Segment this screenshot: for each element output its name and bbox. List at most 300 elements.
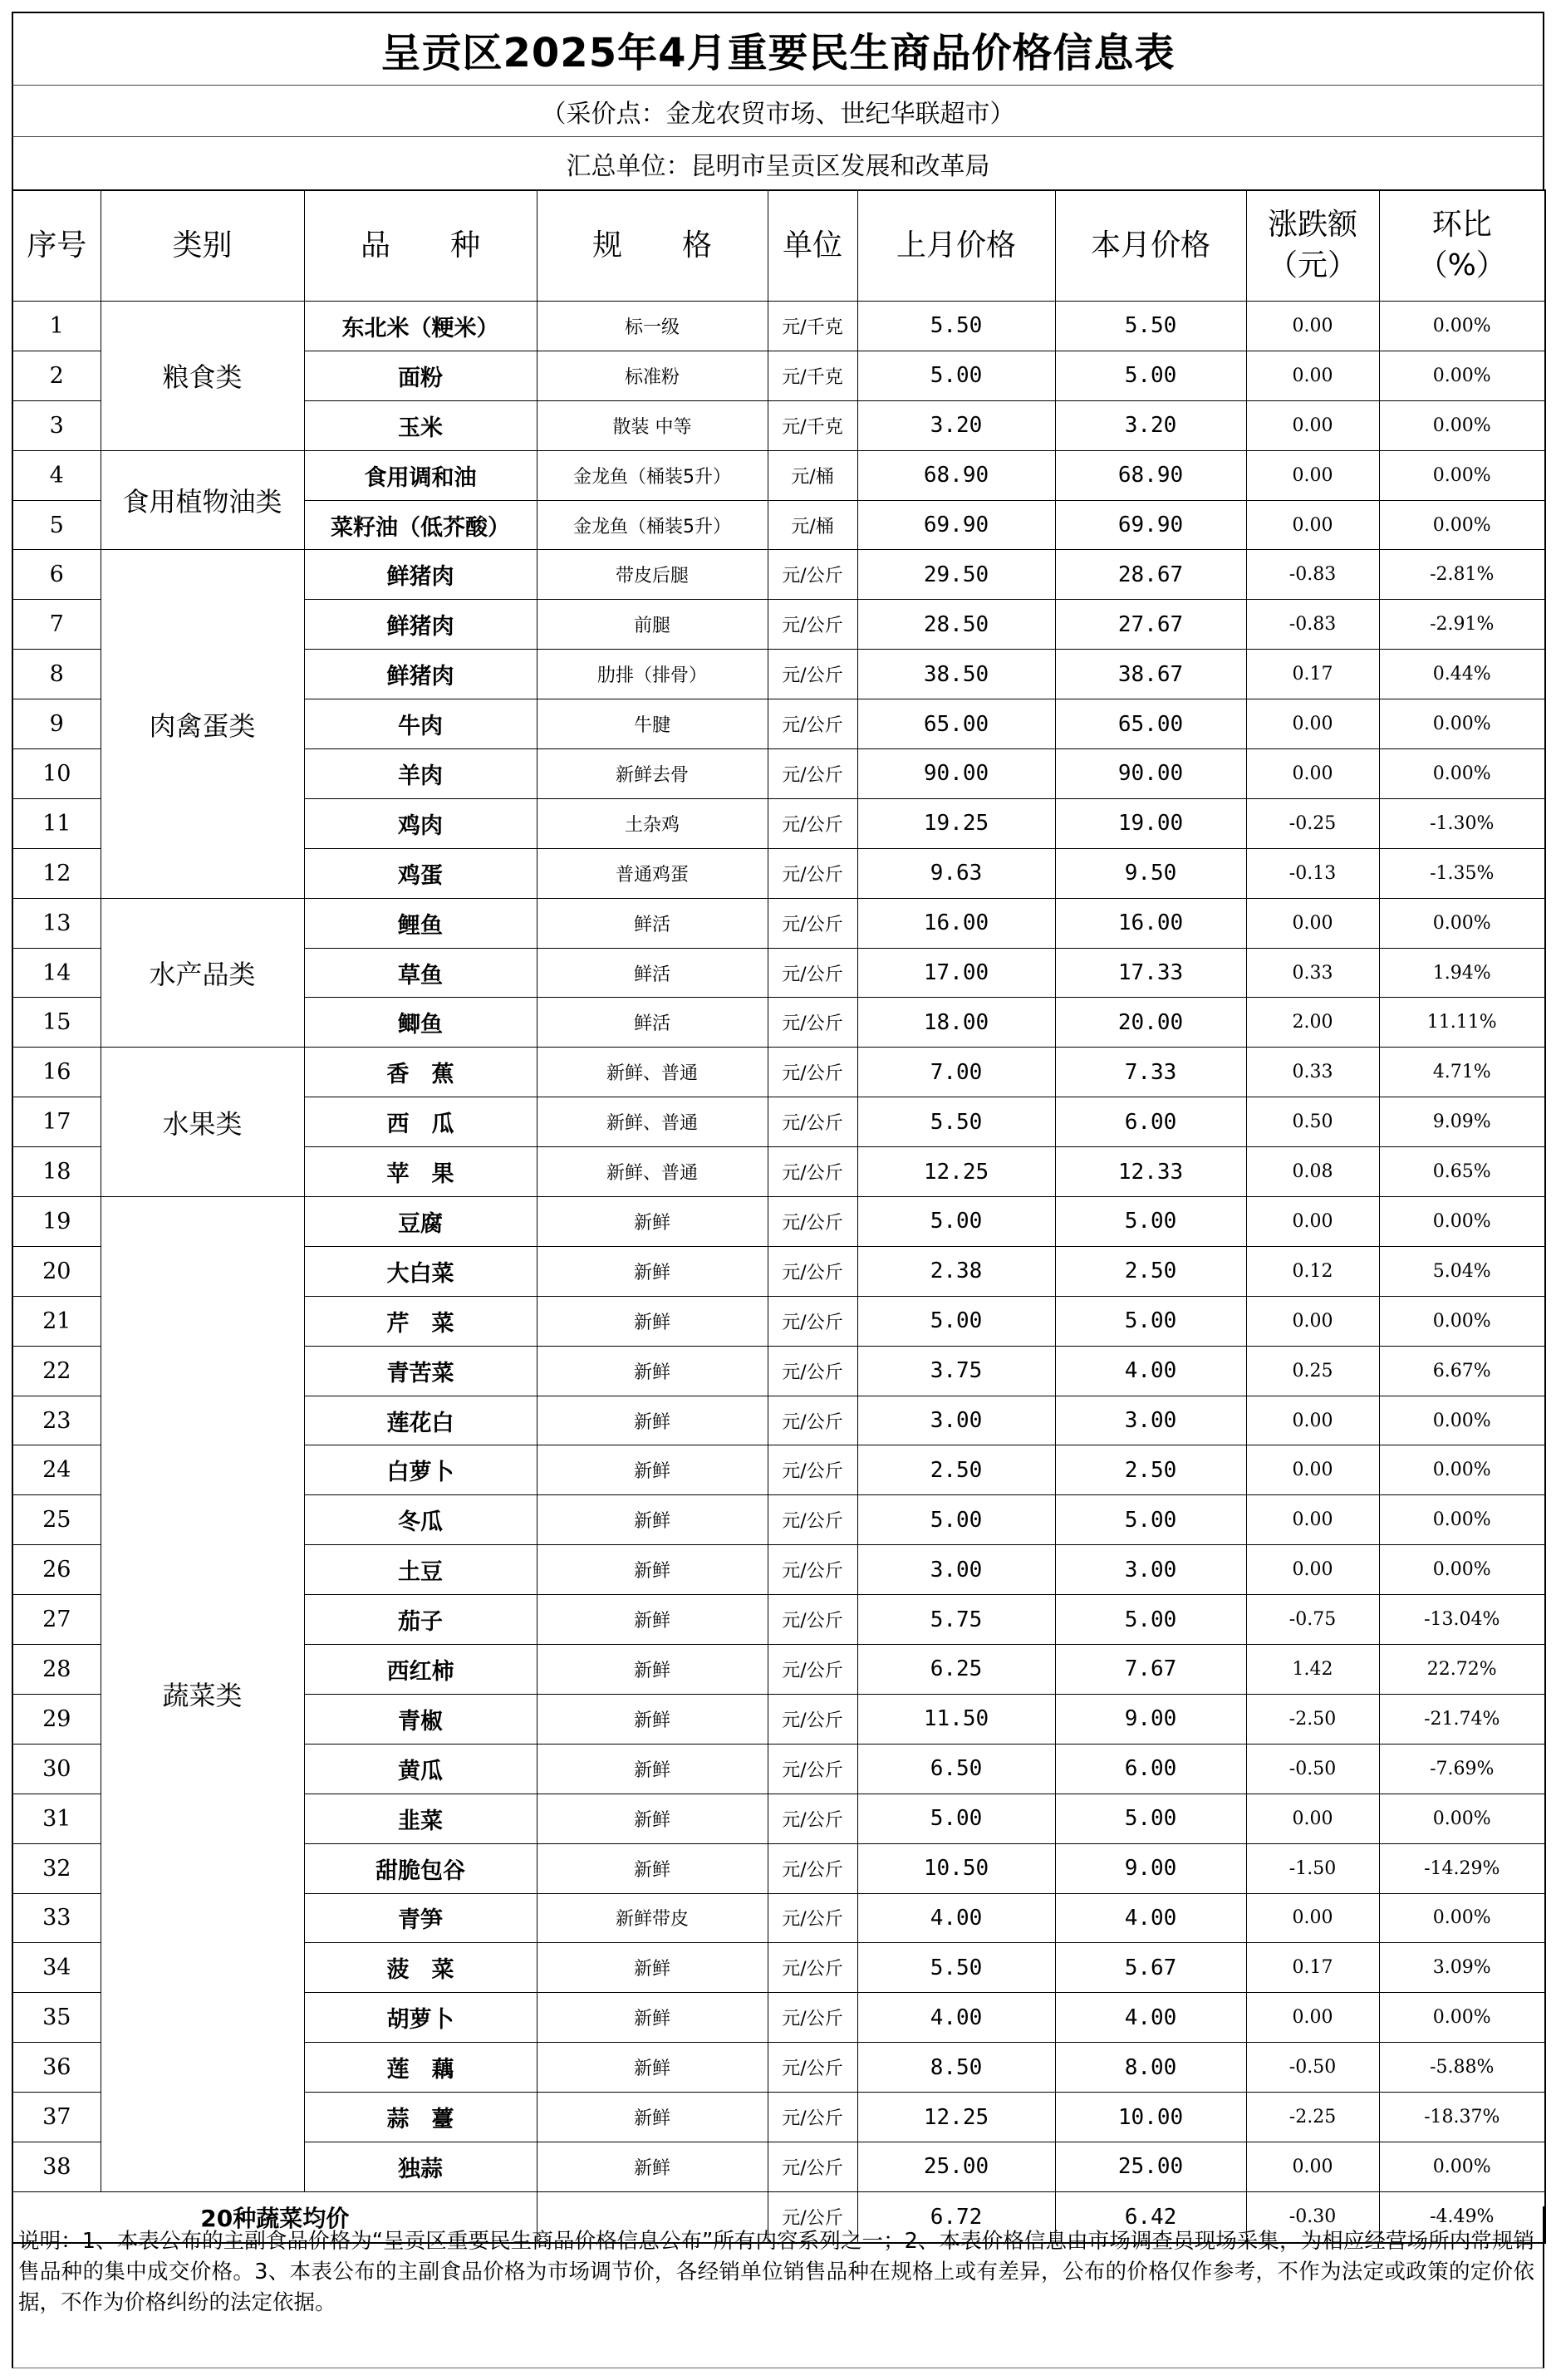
unit: 元/公斤 xyxy=(768,1048,857,1097)
last-month-price: 10.50 xyxy=(857,1843,1055,1893)
variety-name: 莲 藕 xyxy=(304,2043,537,2093)
unit: 元/公斤 xyxy=(768,550,857,600)
variety-name: 青椒 xyxy=(304,1694,537,1744)
mom-percent: -2.81% xyxy=(1379,550,1545,600)
spec: 鲜活 xyxy=(537,898,768,948)
mom-percent: 0.00% xyxy=(1379,302,1545,351)
table-row xyxy=(12,450,1545,500)
row-seq: 19 xyxy=(12,1197,101,1247)
row-seq: 10 xyxy=(12,749,101,799)
variety-name: 羊肉 xyxy=(304,749,537,799)
last-month-price: 5.00 xyxy=(857,351,1055,400)
table-row xyxy=(12,1048,1545,1097)
variety-name: 韭菜 xyxy=(304,1794,537,1843)
last-month-price: 38.50 xyxy=(857,650,1055,699)
spec: 标准粉 xyxy=(537,351,768,400)
spec: 新鲜 xyxy=(537,2043,768,2093)
variety-name: 鲫鱼 xyxy=(304,998,537,1048)
unit: 元/公斤 xyxy=(768,650,857,699)
page-title: 呈贡区2025年4月重要民生商品价格信息表 xyxy=(380,29,1176,76)
category-cell: 水产品类 xyxy=(101,898,304,1048)
mom-percent: 4.71% xyxy=(1379,1048,1545,1097)
variety-name: 甜脆包谷 xyxy=(304,1843,537,1893)
row-seq: 14 xyxy=(12,948,101,998)
price-change: 0.00 xyxy=(1246,1545,1379,1595)
spec: 新鲜 xyxy=(537,1246,768,1296)
price-change: -0.83 xyxy=(1246,550,1379,600)
unit: 元/公斤 xyxy=(768,848,857,898)
unit: 元/公斤 xyxy=(768,1545,857,1595)
last-month-price: 19.25 xyxy=(857,798,1055,848)
unit: 元/公斤 xyxy=(768,1147,857,1197)
row-seq: 18 xyxy=(12,1147,101,1197)
variety-name: 西红柿 xyxy=(304,1645,537,1695)
mom-percent: 0.00% xyxy=(1379,1993,1545,2043)
mom-percent: -7.69% xyxy=(1379,1744,1545,1794)
unit: 元/公斤 xyxy=(768,898,857,948)
spec: 新鲜 xyxy=(537,1545,768,1595)
mom-percent: -1.30% xyxy=(1379,798,1545,848)
variety-name: 鲜猪肉 xyxy=(304,600,537,650)
spec: 新鲜 xyxy=(537,1993,768,2043)
unit: 元/公斤 xyxy=(768,1495,857,1545)
last-month-price: 6.25 xyxy=(857,1645,1055,1695)
last-month-price: 6.50 xyxy=(857,1744,1055,1794)
mom-percent: 0.00% xyxy=(1379,699,1545,749)
this-month-price: 90.00 xyxy=(1055,749,1246,799)
price-change: 0.50 xyxy=(1246,1097,1379,1147)
unit: 元/公斤 xyxy=(768,1694,857,1744)
unit: 元/千克 xyxy=(768,351,857,400)
price-change: 0.00 xyxy=(1246,351,1379,400)
average-this-price: 6.42 xyxy=(1055,2191,1246,2243)
note-box xyxy=(12,2206,1544,2368)
unit: 元/公斤 xyxy=(768,1993,857,2043)
row-seq: 9 xyxy=(12,699,101,749)
header-this-month: 本月价格 xyxy=(1055,190,1246,302)
price-change: 0.00 xyxy=(1246,400,1379,450)
header-change xyxy=(1246,190,1379,302)
row-seq: 25 xyxy=(12,1495,101,1545)
price-change: 0.25 xyxy=(1246,1346,1379,1396)
price-change: -0.50 xyxy=(1246,1744,1379,1794)
unit: 元/公斤 xyxy=(768,1843,857,1893)
last-month-price: 2.38 xyxy=(857,1246,1055,1296)
last-month-price: 9.63 xyxy=(857,848,1055,898)
spec: 标一级 xyxy=(537,302,768,351)
last-month-price: 4.00 xyxy=(857,1893,1055,1943)
variety-name: 鲜猪肉 xyxy=(304,550,537,600)
last-month-price: 5.00 xyxy=(857,1296,1055,1346)
row-seq: 7 xyxy=(12,600,101,650)
last-month-price: 5.50 xyxy=(857,1943,1055,1993)
last-month-price: 69.90 xyxy=(857,500,1055,550)
last-month-price: 4.00 xyxy=(857,1993,1055,2043)
row-seq: 32 xyxy=(12,1843,101,1893)
spec: 带皮后腿 xyxy=(537,550,768,600)
unit: 元/公斤 xyxy=(768,1943,857,1993)
header-row xyxy=(12,190,1545,302)
price-change: 0.00 xyxy=(1246,1794,1379,1843)
variety-name: 大白菜 xyxy=(304,1246,537,1296)
spec: 新鲜 xyxy=(537,1495,768,1545)
header-change-line2: （元） xyxy=(1267,248,1357,282)
row-seq: 2 xyxy=(12,351,101,400)
unit: 元/公斤 xyxy=(768,1893,857,1943)
row-seq: 11 xyxy=(12,798,101,848)
row-seq: 30 xyxy=(12,1744,101,1794)
variety-name: 冬瓜 xyxy=(304,1495,537,1545)
variety-name: 香 蕉 xyxy=(304,1048,537,1097)
row-seq: 1 xyxy=(12,302,101,351)
unit: 元/公斤 xyxy=(768,1296,857,1346)
last-month-price: 3.75 xyxy=(857,1346,1055,1396)
variety-name: 菠 菜 xyxy=(304,1943,537,1993)
spec: 肋排（排骨） xyxy=(537,650,768,699)
row-seq: 15 xyxy=(12,998,101,1048)
last-month-price: 90.00 xyxy=(857,749,1055,799)
mom-percent: -14.29% xyxy=(1379,1843,1545,1893)
mom-percent: 9.09% xyxy=(1379,1097,1545,1147)
unit: 元/桶 xyxy=(768,500,857,550)
average-unit: 元/公斤 xyxy=(768,2191,857,2243)
spec: 新鲜去骨 xyxy=(537,749,768,799)
summary-unit-row xyxy=(12,136,1544,189)
note-text: 说明：1、本表公布的主副食品价格为“呈贡区重要民生商品价格信息公布”所有内容系列之一；2、本表价格信息由市场调查员现场采集，为相应经营场所内常规销售品种的集中成交价格。3、本表公布的主副食品价格为市场调节价，各经销单位销售品种在规格上或有差异，公布的价格仅作参考，不作为法定或政策的定价依据，不作为价格纠纷的法定依据。 xyxy=(18,2229,1534,2315)
last-month-price: 3.00 xyxy=(857,1545,1055,1595)
variety-name: 莲花白 xyxy=(304,1396,537,1445)
last-month-price: 5.00 xyxy=(857,1794,1055,1843)
category-cell: 蔬菜类 xyxy=(101,1197,304,2192)
this-month-price: 7.67 xyxy=(1055,1645,1246,1695)
price-change: 0.00 xyxy=(1246,1445,1379,1495)
mom-percent: 0.65% xyxy=(1379,1147,1545,1197)
mom-percent: 22.72% xyxy=(1379,1645,1545,1695)
subtitle-row xyxy=(12,85,1544,136)
row-seq: 20 xyxy=(12,1246,101,1296)
row-seq: 12 xyxy=(12,848,101,898)
this-month-price: 5.00 xyxy=(1055,351,1246,400)
last-month-price: 29.50 xyxy=(857,550,1055,600)
header-mom xyxy=(1379,190,1545,302)
price-change: 0.17 xyxy=(1246,650,1379,699)
spec: 新鲜 xyxy=(537,1396,768,1445)
mom-percent: 0.00% xyxy=(1379,500,1545,550)
unit: 元/公斤 xyxy=(768,1396,857,1445)
last-month-price: 28.50 xyxy=(857,600,1055,650)
spec: 新鲜 xyxy=(537,1794,768,1843)
this-month-price: 5.00 xyxy=(1055,1595,1246,1645)
variety-name: 鲜猪肉 xyxy=(304,650,537,699)
spec: 牛腱 xyxy=(537,699,768,749)
last-month-price: 8.50 xyxy=(857,2043,1055,2093)
average-label: 20种蔬菜均价 xyxy=(12,2191,537,2243)
row-seq: 29 xyxy=(12,1694,101,1744)
price-change: 1.42 xyxy=(1246,1645,1379,1695)
this-month-price: 38.67 xyxy=(1055,650,1246,699)
price-change: 0.33 xyxy=(1246,948,1379,998)
this-month-price: 7.33 xyxy=(1055,1048,1246,1097)
this-month-price: 2.50 xyxy=(1055,1246,1246,1296)
spec: 鲜活 xyxy=(537,948,768,998)
variety-name: 鸡肉 xyxy=(304,798,537,848)
spec: 新鲜 xyxy=(537,1595,768,1645)
mom-percent: -13.04% xyxy=(1379,1595,1545,1645)
last-month-price: 5.00 xyxy=(857,1197,1055,1247)
header-mom-line1: 环比 xyxy=(1431,208,1492,243)
spec: 新鲜 xyxy=(537,1843,768,1893)
price-change: 0.00 xyxy=(1246,1396,1379,1445)
average-last-price: 6.72 xyxy=(857,2191,1055,2243)
last-month-price: 5.50 xyxy=(857,1097,1055,1147)
last-month-price: 16.00 xyxy=(857,898,1055,948)
unit: 元/公斤 xyxy=(768,1346,857,1396)
unit: 元/公斤 xyxy=(768,2142,857,2191)
variety-name: 独蒜 xyxy=(304,2142,537,2191)
table-row xyxy=(12,302,1545,351)
header-last-month: 上月价格 xyxy=(857,190,1055,302)
unit: 元/公斤 xyxy=(768,600,857,650)
header-spec: 规 格 xyxy=(537,190,768,302)
this-month-price: 3.20 xyxy=(1055,400,1246,450)
unit: 元/公斤 xyxy=(768,1645,857,1695)
price-change: 0.00 xyxy=(1246,450,1379,500)
row-seq: 36 xyxy=(12,2043,101,2093)
table-row xyxy=(12,550,1545,600)
row-seq: 26 xyxy=(12,1545,101,1595)
price-change: 0.00 xyxy=(1246,1893,1379,1943)
spec: 新鲜 xyxy=(537,1296,768,1346)
header-unit: 单位 xyxy=(768,190,857,302)
variety-name: 鲤鱼 xyxy=(304,898,537,948)
unit: 元/公斤 xyxy=(768,1445,857,1495)
row-seq: 38 xyxy=(12,2142,101,2191)
spec: 新鲜 xyxy=(537,1744,768,1794)
row-seq: 35 xyxy=(12,1993,101,2043)
spec: 金龙鱼（桶装5升） xyxy=(537,450,768,500)
row-seq: 31 xyxy=(12,1794,101,1843)
variety-name: 菜籽油（低芥酸） xyxy=(304,500,537,550)
price-change: -2.25 xyxy=(1246,2093,1379,2142)
spec: 新鲜、普通 xyxy=(537,1097,768,1147)
price-table xyxy=(12,189,1546,2244)
this-month-price: 4.00 xyxy=(1055,1346,1246,1396)
variety-name: 面粉 xyxy=(304,351,537,400)
category-cell: 水果类 xyxy=(101,1048,304,1197)
price-change: 0.00 xyxy=(1246,898,1379,948)
variety-name: 芹 菜 xyxy=(304,1296,537,1346)
this-month-price: 4.00 xyxy=(1055,1993,1246,2043)
this-month-price: 10.00 xyxy=(1055,2093,1246,2142)
unit: 元/公斤 xyxy=(768,1197,857,1247)
mom-percent: -5.88% xyxy=(1379,2043,1545,2093)
this-month-price: 5.00 xyxy=(1055,1296,1246,1346)
table-row xyxy=(12,898,1545,948)
price-change: -2.50 xyxy=(1246,1694,1379,1744)
row-seq: 22 xyxy=(12,1346,101,1396)
spec: 普通鸡蛋 xyxy=(537,848,768,898)
price-change: 0.08 xyxy=(1246,1147,1379,1197)
price-change: 0.33 xyxy=(1246,1048,1379,1097)
variety-name: 草鱼 xyxy=(304,948,537,998)
row-seq: 24 xyxy=(12,1445,101,1495)
mom-percent: -2.91% xyxy=(1379,600,1545,650)
header-seq: 序号 xyxy=(12,190,101,302)
unit: 元/公斤 xyxy=(768,998,857,1048)
row-seq: 33 xyxy=(12,1893,101,1943)
unit: 元/公斤 xyxy=(768,948,857,998)
mom-percent: 0.00% xyxy=(1379,351,1545,400)
unit: 元/公斤 xyxy=(768,1744,857,1794)
last-month-price: 2.50 xyxy=(857,1445,1055,1495)
variety-name: 豆腐 xyxy=(304,1197,537,1247)
row-seq: 8 xyxy=(12,650,101,699)
row-seq: 16 xyxy=(12,1048,101,1097)
this-month-price: 20.00 xyxy=(1055,998,1246,1048)
header-mom-line2: （%） xyxy=(1417,248,1506,282)
spec: 前腿 xyxy=(537,600,768,650)
variety-name: 东北米（粳米） xyxy=(304,302,537,351)
unit: 元/公斤 xyxy=(768,798,857,848)
mom-percent: 3.09% xyxy=(1379,1943,1545,1993)
price-change: -0.25 xyxy=(1246,798,1379,848)
row-seq: 4 xyxy=(12,450,101,500)
variety-name: 茄子 xyxy=(304,1595,537,1645)
this-month-price: 6.00 xyxy=(1055,1097,1246,1147)
price-change: 0.00 xyxy=(1246,749,1379,799)
last-month-price: 3.00 xyxy=(857,1396,1055,1445)
spec: 新鲜 xyxy=(537,1943,768,1993)
row-seq: 21 xyxy=(12,1296,101,1346)
unit: 元/千克 xyxy=(768,302,857,351)
last-month-price: 18.00 xyxy=(857,998,1055,1048)
mom-percent: 0.00% xyxy=(1379,450,1545,500)
spec: 新鲜 xyxy=(537,1694,768,1744)
unit: 元/公斤 xyxy=(768,2093,857,2142)
page-subtitle: （采价点：金龙农贸市场、世纪华联超市） xyxy=(541,99,1015,129)
unit: 元/公斤 xyxy=(768,1595,857,1645)
mom-percent: 6.67% xyxy=(1379,1346,1545,1396)
this-month-price: 6.00 xyxy=(1055,1744,1246,1794)
spec: 新鲜、普通 xyxy=(537,1048,768,1097)
this-month-price: 3.00 xyxy=(1055,1396,1246,1445)
price-change: -0.75 xyxy=(1246,1595,1379,1645)
spec: 鲜活 xyxy=(537,998,768,1048)
this-month-price: 28.67 xyxy=(1055,550,1246,600)
price-change: 0.00 xyxy=(1246,1993,1379,2043)
spec: 新鲜带皮 xyxy=(537,1893,768,1943)
spec: 新鲜 xyxy=(537,1445,768,1495)
this-month-price: 9.00 xyxy=(1055,1843,1246,1893)
summary-unit: 汇总单位：昆明市呈贡区发展和改革局 xyxy=(566,151,990,181)
mom-percent: 0.00% xyxy=(1379,1545,1545,1595)
this-month-price: 3.00 xyxy=(1055,1545,1246,1595)
category-cell: 食用植物油类 xyxy=(101,450,304,550)
mom-percent: 0.00% xyxy=(1379,1794,1545,1843)
mom-percent: 1.94% xyxy=(1379,948,1545,998)
mom-percent: 11.11% xyxy=(1379,998,1545,1048)
mom-percent: 0.00% xyxy=(1379,898,1545,948)
this-month-price: 9.50 xyxy=(1055,848,1246,898)
mom-percent: 0.00% xyxy=(1379,2142,1545,2191)
last-month-price: 12.25 xyxy=(857,1147,1055,1197)
last-month-price: 5.50 xyxy=(857,302,1055,351)
this-month-price: 9.00 xyxy=(1055,1694,1246,1744)
variety-name: 鸡蛋 xyxy=(304,848,537,898)
this-month-price: 5.67 xyxy=(1055,1943,1246,1993)
variety-name: 白萝卜 xyxy=(304,1445,537,1495)
row-seq: 17 xyxy=(12,1097,101,1147)
row-seq: 37 xyxy=(12,2093,101,2142)
mom-percent: 0.00% xyxy=(1379,1893,1545,1943)
this-month-price: 12.33 xyxy=(1055,1147,1246,1197)
price-change: -1.50 xyxy=(1246,1843,1379,1893)
mom-percent: 0.00% xyxy=(1379,1445,1545,1495)
variety-name: 胡萝卜 xyxy=(304,1993,537,2043)
this-month-price: 5.50 xyxy=(1055,302,1246,351)
price-change: -0.50 xyxy=(1246,2043,1379,2093)
spec: 土杂鸡 xyxy=(537,798,768,848)
price-change: 0.12 xyxy=(1246,1246,1379,1296)
spec: 新鲜 xyxy=(537,2142,768,2191)
variety-name: 西 瓜 xyxy=(304,1097,537,1147)
price-change: -0.83 xyxy=(1246,600,1379,650)
last-month-price: 3.20 xyxy=(857,400,1055,450)
row-seq: 13 xyxy=(12,898,101,948)
price-sheet xyxy=(12,12,1544,2368)
table-row xyxy=(12,1197,1545,1247)
unit: 元/公斤 xyxy=(768,1794,857,1843)
this-month-price: 27.67 xyxy=(1055,600,1246,650)
this-month-price: 16.00 xyxy=(1055,898,1246,948)
variety-name: 青笋 xyxy=(304,1893,537,1943)
this-month-price: 4.00 xyxy=(1055,1893,1246,1943)
row-seq: 5 xyxy=(12,500,101,550)
unit: 元/公斤 xyxy=(768,1097,857,1147)
this-month-price: 2.50 xyxy=(1055,1445,1246,1495)
price-change: -0.13 xyxy=(1246,848,1379,898)
price-change: 0.00 xyxy=(1246,2142,1379,2191)
row-seq: 34 xyxy=(12,1943,101,1993)
spec: 新鲜 xyxy=(537,1346,768,1396)
this-month-price: 8.00 xyxy=(1055,2043,1246,2093)
last-month-price: 65.00 xyxy=(857,699,1055,749)
this-month-price: 17.33 xyxy=(1055,948,1246,998)
spec: 新鲜 xyxy=(537,1645,768,1695)
price-change: 0.00 xyxy=(1246,1495,1379,1545)
mom-percent: 0.00% xyxy=(1379,749,1545,799)
header-category: 类别 xyxy=(101,190,304,302)
this-month-price: 65.00 xyxy=(1055,699,1246,749)
header-change-line1: 涨跌额 xyxy=(1267,208,1357,243)
row-seq: 3 xyxy=(12,400,101,450)
last-month-price: 25.00 xyxy=(857,2142,1055,2191)
mom-percent: -21.74% xyxy=(1379,1694,1545,1744)
price-change: 0.00 xyxy=(1246,302,1379,351)
mom-percent: 0.00% xyxy=(1379,1296,1545,1346)
variety-name: 食用调和油 xyxy=(304,450,537,500)
mom-percent: 5.04% xyxy=(1379,1246,1545,1296)
last-month-price: 68.90 xyxy=(857,450,1055,500)
price-change: 0.00 xyxy=(1246,699,1379,749)
price-change: 0.00 xyxy=(1246,1296,1379,1346)
variety-name: 黄瓜 xyxy=(304,1744,537,1794)
average-change: -0.30 xyxy=(1246,2191,1379,2243)
spec: 新鲜、普通 xyxy=(537,1147,768,1197)
mom-percent: 0.00% xyxy=(1379,1396,1545,1445)
mom-percent: 0.00% xyxy=(1379,1495,1545,1545)
unit: 元/公斤 xyxy=(768,1246,857,1296)
